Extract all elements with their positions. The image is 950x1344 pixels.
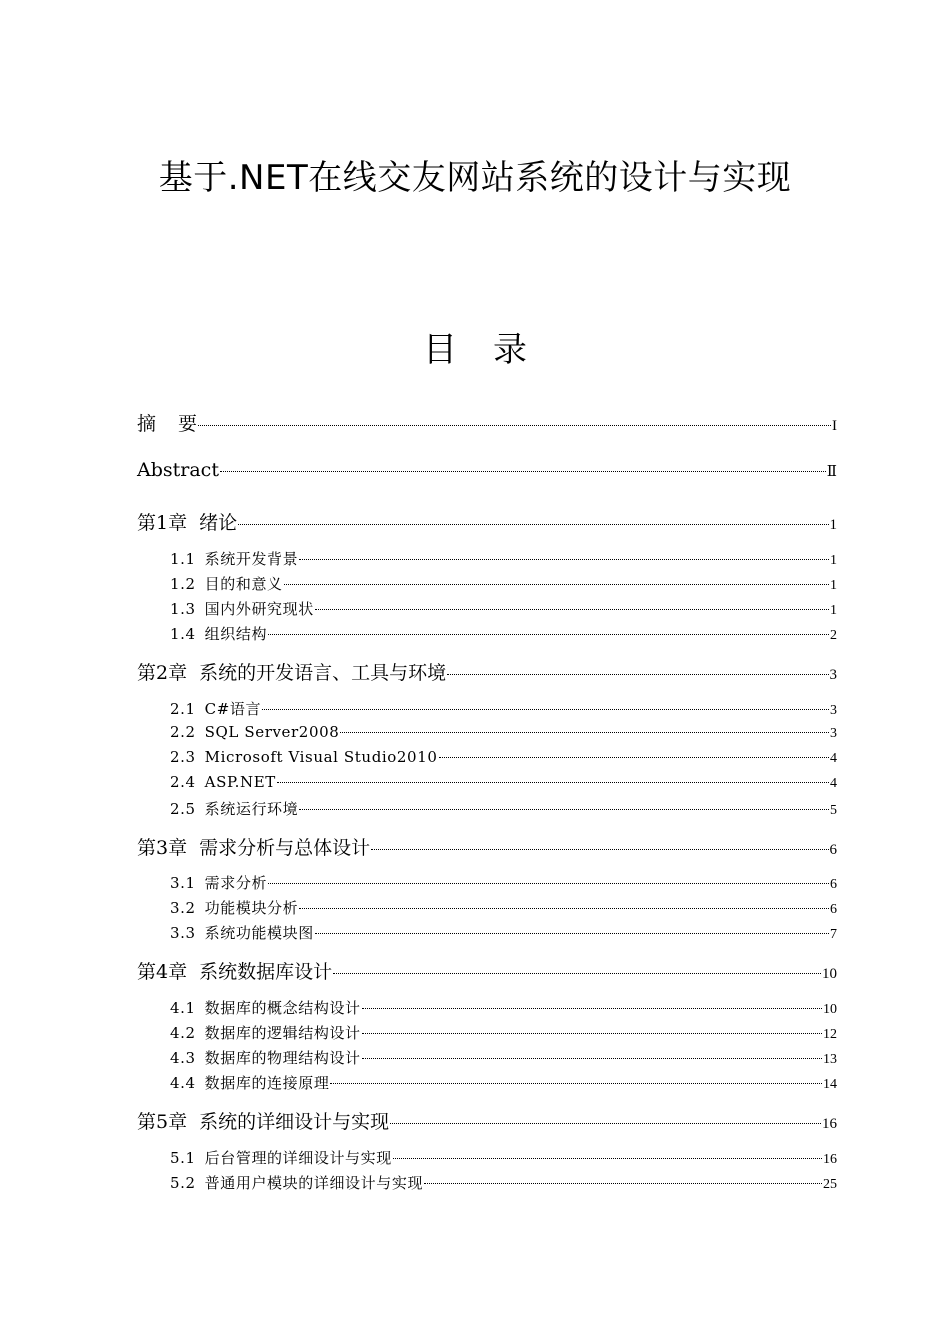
toc-entry-chapter-5[interactable] xyxy=(137,1107,837,1134)
toc-entry-label: C#语言 xyxy=(204,700,262,718)
toc-entry-number: 3.3 xyxy=(170,924,196,942)
toc-entry-label: 普通用户模块的详细设计与实现 xyxy=(204,1174,424,1192)
toc-entry-section-3-2[interactable] xyxy=(170,897,837,918)
dot-leader xyxy=(424,1183,822,1184)
toc-entry-number: 2.4 xyxy=(170,773,196,791)
toc-entry-number: 5.1 xyxy=(170,1149,196,1167)
toc-entry-label: 系统的开发语言、工具与环境 xyxy=(199,662,447,684)
toc-entry-section-4-3[interactable] xyxy=(170,1047,837,1068)
dot-leader xyxy=(362,1058,822,1059)
toc-entry-number: 5.2 xyxy=(170,1174,196,1192)
toc-entry-chapter-1[interactable] xyxy=(137,508,837,535)
dot-leader xyxy=(447,674,828,675)
toc-entry-label: Abstract xyxy=(137,459,219,481)
toc-entry-number: 3.2 xyxy=(170,899,196,917)
toc-entry-page: 10 xyxy=(822,966,837,982)
toc-entry-page: 6 xyxy=(829,842,837,858)
toc-entry-page: 14 xyxy=(823,1077,837,1092)
toc-entry-page: 16 xyxy=(823,1152,837,1167)
toc-entry-page: 4 xyxy=(830,776,837,791)
toc-entry-label: 系统数据库设计 xyxy=(199,961,333,983)
toc-entry-label: 功能模块分析 xyxy=(204,899,299,917)
toc-entry-page: 6 xyxy=(830,877,837,892)
dot-leader xyxy=(284,584,829,585)
toc-entry-label: ASP.NET xyxy=(204,773,276,791)
toc-entry-label: 需求分析 xyxy=(204,874,268,892)
toc-entry-label: 要 xyxy=(178,413,198,435)
dot-leader xyxy=(390,1123,821,1124)
dot-leader xyxy=(393,1158,822,1159)
toc-entry-section-1-4[interactable] xyxy=(170,623,837,644)
dot-leader xyxy=(362,1033,822,1034)
dot-leader xyxy=(371,849,828,850)
toc-entry-label: 绪论 xyxy=(199,512,238,534)
dot-leader xyxy=(330,1083,822,1084)
toc-entry-number: 3.1 xyxy=(170,874,196,892)
toc-heading-char-2: 录 xyxy=(493,330,527,370)
toc-entry-page: 16 xyxy=(822,1116,837,1132)
toc-entry-label: 数据库的概念结构设计 xyxy=(204,999,361,1017)
document-title: 基于.NET在线交友网站系统的设计与实现 xyxy=(158,158,792,198)
toc-entry-number: 1.4 xyxy=(170,625,196,643)
toc-entry-label: 需求分析与总体设计 xyxy=(199,837,371,859)
toc-entry-page: 10 xyxy=(823,1002,837,1017)
toc-entry-section-5-1[interactable] xyxy=(170,1147,837,1168)
toc-entry-number: 4.4 xyxy=(170,1074,196,1092)
toc-entry-page: 13 xyxy=(823,1052,837,1067)
toc-entry-abstract-cn[interactable] xyxy=(137,409,837,436)
toc-entry-section-2-1[interactable] xyxy=(170,698,837,719)
toc-entry-number: 1.3 xyxy=(170,600,196,618)
toc-entry-label: 数据库的连接原理 xyxy=(204,1074,330,1092)
dot-leader xyxy=(362,1008,822,1009)
toc-entry-section-4-1[interactable] xyxy=(170,997,837,1018)
toc-entry-page: I xyxy=(832,418,837,434)
toc-entry-page: 3 xyxy=(829,667,837,683)
toc-entry-number: 2.3 xyxy=(170,748,196,766)
toc-entry-section-2-2[interactable] xyxy=(170,723,837,742)
toc-entry-number: 1.2 xyxy=(170,575,196,593)
toc-entry-section-1-1[interactable] xyxy=(170,548,837,569)
dot-leader xyxy=(198,425,831,426)
dot-leader xyxy=(220,471,826,472)
dot-leader xyxy=(299,809,829,810)
toc-entry-section-2-5[interactable] xyxy=(170,798,837,819)
toc-entry-section-2-3[interactable] xyxy=(170,748,837,767)
dot-leader xyxy=(299,559,829,560)
toc-entry-number: 摘 xyxy=(137,413,157,435)
toc-entry-section-3-3[interactable] xyxy=(170,922,837,943)
toc-entry-number: 2.2 xyxy=(170,723,196,741)
toc-entry-section-5-2[interactable] xyxy=(170,1172,837,1193)
toc-entry-section-1-3[interactable] xyxy=(170,598,837,619)
toc-entry-label: 系统运行环境 xyxy=(204,800,299,818)
toc-entry-label: 目的和意义 xyxy=(204,575,283,593)
toc-entry-number: 第4章 xyxy=(137,961,188,983)
toc-entry-page: 1 xyxy=(829,517,837,533)
toc-entry-label: 国内外研究现状 xyxy=(204,600,314,618)
toc-entry-section-4-2[interactable] xyxy=(170,1022,837,1043)
toc-entry-chapter-4[interactable] xyxy=(137,957,837,984)
toc-entry-page: 1 xyxy=(830,603,837,618)
toc-entry-page: 6 xyxy=(830,902,837,917)
toc-entry-number: 第2章 xyxy=(137,662,188,684)
toc-entry-label: Microsoft Visual Studio2010 xyxy=(204,748,438,766)
toc-entry-chapter-2[interactable] xyxy=(137,658,837,685)
dot-leader xyxy=(299,908,829,909)
toc-entry-number: 第5章 xyxy=(137,1111,188,1133)
dot-leader xyxy=(340,732,829,733)
toc-entry-page: 1 xyxy=(830,578,837,593)
toc-entry-number: 第3章 xyxy=(137,837,188,859)
toc-heading-char-1: 目 xyxy=(423,330,457,370)
toc-entry-page: 3 xyxy=(830,726,837,741)
dot-leader xyxy=(315,609,829,610)
toc-entry-label: 系统开发背景 xyxy=(204,550,299,568)
toc-entry-page: 2 xyxy=(830,628,837,643)
toc-entry-page: 5 xyxy=(830,803,837,818)
toc-entry-number: 4.1 xyxy=(170,999,196,1017)
toc-entry-number: 第1章 xyxy=(137,512,188,534)
toc-entry-page: 3 xyxy=(830,703,837,718)
toc-entry-section-3-1[interactable] xyxy=(170,872,837,893)
toc-entry-page: 1 xyxy=(830,553,837,568)
toc-entry-section-1-2[interactable] xyxy=(170,573,837,594)
toc-entry-label: 后台管理的详细设计与实现 xyxy=(204,1149,392,1167)
toc-entry-number: 4.2 xyxy=(170,1024,196,1042)
toc-entry-section-4-4[interactable] xyxy=(170,1072,837,1093)
dot-leader xyxy=(262,709,829,710)
toc-entry-label: 数据库的物理结构设计 xyxy=(204,1049,361,1067)
toc-entry-number: 2.5 xyxy=(170,800,196,818)
toc-entry-number: 4.3 xyxy=(170,1049,196,1067)
dot-leader xyxy=(268,883,829,884)
dot-leader xyxy=(277,782,829,783)
toc-entry-page: 4 xyxy=(830,751,837,766)
toc-entry-page: 7 xyxy=(830,927,837,942)
toc-entry-label: SQL Server2008 xyxy=(204,723,340,741)
dot-leader xyxy=(315,933,829,934)
toc-entry-label: 数据库的逻辑结构设计 xyxy=(204,1024,361,1042)
toc-entry-section-2-4[interactable] xyxy=(170,773,837,792)
toc-entry-page: 25 xyxy=(823,1177,837,1192)
toc-entry-label: 系统功能模块图 xyxy=(204,924,314,942)
dot-leader xyxy=(238,524,828,525)
toc-entry-page: 12 xyxy=(823,1027,837,1042)
toc-entry-label: 系统的详细设计与实现 xyxy=(199,1111,390,1133)
dot-leader xyxy=(333,973,821,974)
toc-entry-page: Ⅱ xyxy=(826,464,837,480)
dot-leader xyxy=(268,634,829,635)
toc-entry-number: 2.1 xyxy=(170,700,196,718)
toc-entry-abstract-en[interactable] xyxy=(137,459,837,481)
toc-entry-chapter-3[interactable] xyxy=(137,833,837,860)
dot-leader xyxy=(439,757,830,758)
toc-entry-label: 组织结构 xyxy=(204,625,268,643)
toc-entry-number: 1.1 xyxy=(170,550,196,568)
